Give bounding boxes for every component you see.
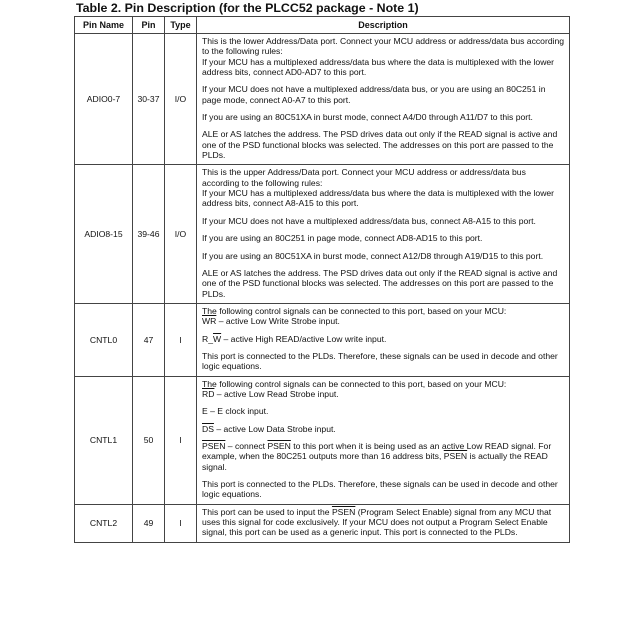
table-row — [75, 303, 570, 376]
pin-number-cell: 47 — [133, 303, 165, 376]
pin-number-cell: 50 — [133, 376, 165, 504]
description-line: – active Low Data Strobe input. — [213, 423, 336, 434]
signal-name: $\overline{W}$ — [213, 333, 222, 344]
description-paragraph — [202, 441, 565, 472]
header-pin-name: Pin Name — [75, 17, 133, 34]
description-paragraph — [202, 306, 565, 327]
pin-name-cell: CNTL1 — [75, 376, 133, 504]
description-line: This is the upper Address/Data port. Connect your MCU address or address/data bus according to the following rules: — [202, 167, 526, 188]
pin-type-cell: I/O — [165, 34, 197, 165]
pin-name-cell: CNTL0 — [75, 303, 133, 376]
description-cell — [197, 376, 570, 504]
description-line: The following control signals can be connected to this port, based on your MCU: — [202, 305, 507, 316]
description-line: This port can be used to input the — [202, 506, 332, 517]
description-paragraph: If you are using an 80C51XA in burst mode, connect A4/D0 through A11/D7 to this port. — [202, 112, 533, 123]
signal-name: R_ — [202, 333, 213, 344]
description-cell — [197, 34, 570, 165]
table-title: Table 2. Pin Description (for the PLCC52 package - Note 1) — [76, 1, 419, 15]
table-row — [75, 376, 570, 504]
signal-name: PSEN — [331, 506, 356, 517]
pin-type-cell: I — [165, 504, 197, 542]
description-paragraph — [202, 334, 565, 344]
description-paragraph: E – E clock input. — [202, 406, 269, 417]
description-paragraph — [202, 424, 565, 434]
pin-type-cell: I — [165, 376, 197, 504]
description-paragraph — [202, 36, 565, 77]
signal-name: $\overline{DS}$ — [202, 423, 214, 434]
description-paragraph: If you are using an 80C51XA in burst mode, connect A12/D8 through A19/D15 to this port. — [202, 250, 544, 261]
signal-name: $\overline{RD}$ — [202, 388, 215, 399]
description-paragraph — [202, 167, 565, 208]
signal-name: PSEN — [443, 451, 468, 462]
description-line: is actually the READ signal. — [202, 451, 548, 472]
pin-number-cell: 30-37 — [133, 34, 165, 165]
description-line: – active High READ/active Low write input. — [221, 333, 387, 344]
pin-type-cell: I/O — [165, 165, 197, 303]
description-paragraph — [202, 379, 565, 400]
description-line: If your MCU has a multiplexed address/data bus where the data is multiplexed with the lower address bits, connect AD0-AD7 to this port. — [202, 56, 555, 78]
description-cell — [197, 165, 570, 303]
description-line: to this port when it is being used as an active Low READ signal. For example, when the 80C251 outputs more than 16 address bits, — [202, 440, 552, 462]
header-pin: Pin — [133, 17, 165, 34]
description-line: – connect — [225, 440, 268, 451]
description-line: – active Low Read Strobe input. — [214, 388, 339, 399]
pin-number-cell: 49 — [133, 504, 165, 542]
pin-type-cell: I — [165, 303, 197, 376]
table-row — [75, 34, 570, 165]
description-line: This is the lower Address/Data port. Connect your MCU address or address/data bus according to the following rules: — [202, 36, 565, 57]
signal-name: $\overline{WR}$ — [202, 316, 217, 327]
description-cell — [197, 303, 570, 376]
table-row — [75, 165, 570, 303]
description-line: If your MCU has a multiplexed address/data bus where the data is multiplexed with the lower address bits, connect A8-A15 to this port. — [202, 188, 555, 209]
description-paragraph: ALE or AS latches the address. The PSD drives data out only if the READ signal is active and one of the PSD functional blocks was selected. The addresses on this port are passed to the PLDs. — [202, 129, 558, 161]
description-paragraph: If your MCU does not have a multiplexed address/data bus, or you are using an 80C251 in page mode, connect A0-A7 to this port. — [202, 84, 546, 105]
signal-name: PSEN — [202, 440, 226, 451]
pin-description-table — [74, 16, 570, 543]
description-line: (Program Select Enable) signal from any MCU that uses this signal for code exclusively. If your MCU does not output a Program Select Enable signal, this port can be used as a generic input. This port is connected to the PLDs. — [202, 506, 552, 538]
pin-name-cell: ADIO0-7 — [75, 34, 133, 165]
description-paragraph: ALE or AS latches the address. The PSD drives data out only if the READ signal is active and one of the PSD functional blocks was selected. The addresses on this port are passed to the PLDs. — [202, 267, 558, 299]
table-row — [75, 504, 570, 542]
description-cell — [197, 504, 570, 542]
pin-name-cell: ADIO8-15 — [75, 165, 133, 303]
description-paragraph: This port is connected to the PLDs. Therefore, these signals can be used in decode and other logic equations. — [202, 479, 558, 500]
description-paragraph — [202, 507, 565, 538]
header-row — [75, 17, 570, 34]
pin-name-cell: CNTL2 — [75, 504, 133, 542]
signal-name: PSEN — [267, 440, 291, 451]
description-paragraph: If your MCU does not have a multiplexed address/data bus, connect A8-A15 to this port. — [202, 215, 536, 226]
description-paragraph: If you are using an 80C251 in page mode, connect AD8-AD15 to this port. — [202, 233, 483, 244]
header-description: Description — [197, 17, 570, 34]
description-paragraph: This port is connected to the PLDs. Therefore, these signals can be used in decode and other logic equations. — [202, 350, 558, 372]
header-type: Type — [165, 17, 197, 34]
pin-number-cell: 39-46 — [133, 165, 165, 303]
description-line: The following control signals can be connected to this port, based on your MCU: — [202, 378, 507, 389]
description-line: – active Low Write Strobe input. — [216, 316, 340, 327]
